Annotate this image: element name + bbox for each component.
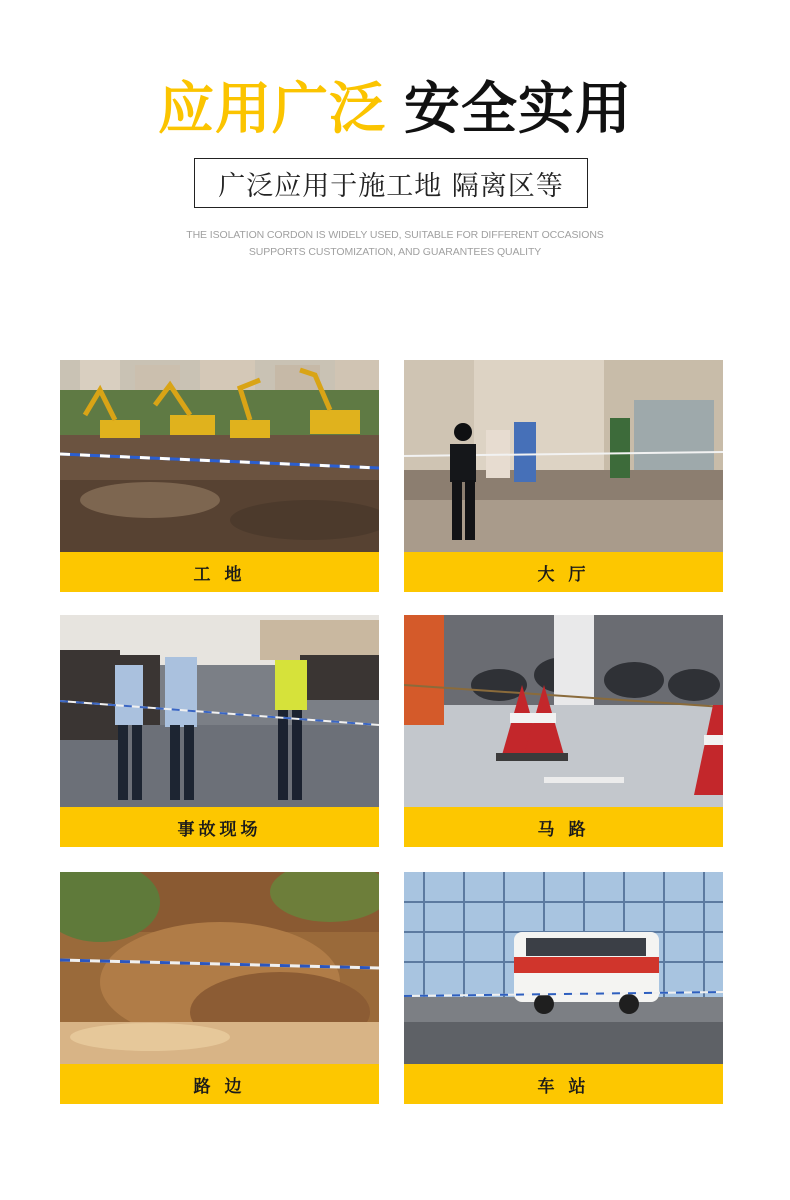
english-caption-line1: THE ISOLATION CORDON IS WIDELY USED, SUITABLE FOR DIFFERENT OCCASIONS (186, 229, 604, 241)
english-caption-line2: SUPPORTS CUSTOMIZATION, AND GUARANTEES QUALITY (248, 246, 542, 258)
subtitle-box (194, 158, 588, 208)
scene-label-lobby: 大 厅 (404, 552, 723, 592)
bus-station-photo (404, 872, 723, 1064)
scene-label-accident: 事故现场 (60, 807, 379, 847)
scene-label-construction: 工 地 (60, 552, 379, 592)
construction-site-excavators-photo (60, 360, 379, 552)
scene-card-station (404, 872, 723, 1104)
title-yellow: 应用广泛 (158, 77, 386, 142)
scene-label-road: 马 路 (404, 807, 723, 847)
title-black: 安全实用 (404, 77, 632, 142)
page-title (0, 78, 790, 142)
scene-card-roadside (60, 872, 379, 1104)
roadside-dirt-slope-photo (60, 872, 379, 1064)
subtitle: 广泛应用于施工地 隔离区等 (218, 170, 564, 202)
lobby-hall-photo (404, 360, 723, 552)
scene-card-construction (60, 360, 379, 592)
scene-card-road (404, 615, 723, 847)
scene-card-accident (60, 615, 379, 847)
road-traffic-cones-photo (404, 615, 723, 807)
scene-label-station: 车 站 (404, 1064, 723, 1104)
accident-scene-police-photo (60, 615, 379, 807)
scene-label-roadside: 路 边 (60, 1064, 379, 1104)
scene-card-lobby (404, 360, 723, 592)
